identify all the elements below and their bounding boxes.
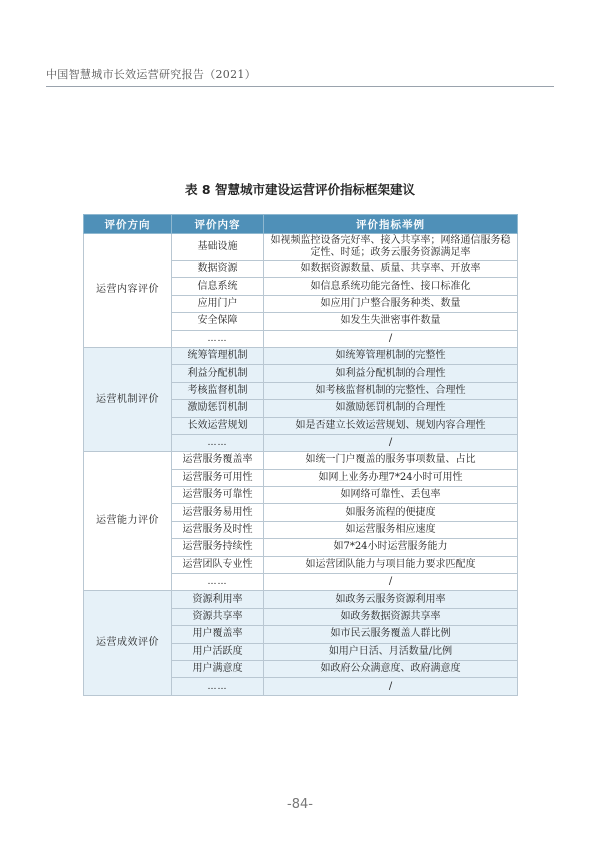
indicator-example-cell: 如用户日活、月活数量/比例 [264, 643, 518, 660]
indicator-example-cell: 如是否建立长效运营规划、规划内容合理性 [264, 417, 518, 434]
evaluation-content-cell: 基础设施 [172, 234, 264, 261]
indicator-example-cell: 如市民云服务覆盖人群比例 [264, 626, 518, 643]
table-row [84, 452, 518, 469]
table-header-row [84, 215, 518, 234]
indicator-example-cell: / [264, 434, 518, 451]
header-rule [46, 86, 554, 87]
evaluation-content-cell: 运营团队专业性 [172, 556, 264, 573]
indicator-example-cell: 如统一门户覆盖的服务事项数量、占比 [264, 452, 518, 469]
indicator-example-cell: / [264, 574, 518, 591]
page-number: -84- [287, 797, 313, 812]
table-row [84, 234, 518, 261]
evaluation-content-cell: 用户活跃度 [172, 643, 264, 660]
table-row [84, 347, 518, 364]
indicator-example-cell: 如考核监督机制的完整性、合理性 [264, 382, 518, 399]
evaluation-direction-cell: 运营成效评价 [84, 591, 172, 695]
running-header: 中国智慧城市长效运营研究报告（2021） [46, 68, 256, 81]
evaluation-content-cell: …… [172, 330, 264, 347]
evaluation-content-cell: 运营服务覆盖率 [172, 452, 264, 469]
indicator-example-cell: / [264, 678, 518, 695]
evaluation-content-cell: 用户满意度 [172, 660, 264, 677]
indicator-example-cell: 如视频监控设备完好率、接入共享率；网络通信服务稳定性、时延；政务云服务资源满足率 [264, 234, 518, 261]
evaluation-content-cell: 激励惩罚机制 [172, 400, 264, 417]
evaluation-content-cell: 应用门户 [172, 295, 264, 312]
indicator-example-cell: 如服务流程的便捷度 [264, 504, 518, 521]
evaluation-content-cell: 运营服务可用性 [172, 469, 264, 486]
indicator-example-cell: 如信息系统功能完备性、接口标准化 [264, 278, 518, 295]
evaluation-direction-cell: 运营内容评价 [84, 234, 172, 348]
evaluation-content-cell: 资源共享率 [172, 608, 264, 625]
evaluation-content-cell: 资源利用率 [172, 591, 264, 608]
indicator-example-cell: 如网上业务办理7*24小时可用性 [264, 469, 518, 486]
indicator-example-cell: 如政务数据资源共享率 [264, 608, 518, 625]
column-header-content: 评价内容 [172, 215, 264, 234]
evaluation-content-cell: …… [172, 574, 264, 591]
evaluation-content-cell: 用户覆盖率 [172, 626, 264, 643]
evaluation-content-cell: 数据资源 [172, 261, 264, 278]
indicator-example-cell: 如发生失泄密事件数量 [264, 313, 518, 330]
table-body [84, 234, 518, 696]
indicator-example-cell: 如数据资源数量、质量、共享率、开放率 [264, 261, 518, 278]
evaluation-content-cell: 运营服务可靠性 [172, 487, 264, 504]
evaluation-content-cell: 运营服务易用性 [172, 504, 264, 521]
evaluation-content-cell: 统筹管理机制 [172, 347, 264, 364]
indicator-example-cell: 如政府公众满意度、政府满意度 [264, 660, 518, 677]
table-row [84, 591, 518, 608]
column-header-example: 评价指标举例 [264, 215, 518, 234]
indicator-example-cell: 如统筹管理机制的完整性 [264, 347, 518, 364]
indicator-example-cell: 如运营服务相应速度 [264, 521, 518, 538]
evaluation-content-cell: 运营服务及时性 [172, 521, 264, 538]
indicator-example-cell: 如应用门户整合服务种类、数量 [264, 295, 518, 312]
evaluation-content-cell: 长效运营规划 [172, 417, 264, 434]
indicator-example-cell: / [264, 330, 518, 347]
evaluation-content-cell: …… [172, 678, 264, 695]
evaluation-content-cell: 运营服务持续性 [172, 539, 264, 556]
evaluation-framework-table [83, 214, 518, 696]
indicator-example-cell: 如运营团队能力与项目能力要求匹配度 [264, 556, 518, 573]
evaluation-direction-cell: 运营能力评价 [84, 452, 172, 591]
evaluation-content-cell: 安全保障 [172, 313, 264, 330]
evaluation-content-cell: 信息系统 [172, 278, 264, 295]
evaluation-content-cell: 利益分配机制 [172, 365, 264, 382]
indicator-example-cell: 如利益分配机制的合理性 [264, 365, 518, 382]
evaluation-content-cell: 考核监督机制 [172, 382, 264, 399]
indicator-example-cell: 如7*24小时运营服务能力 [264, 539, 518, 556]
evaluation-content-cell: …… [172, 434, 264, 451]
table-caption: 表 8 智慧城市建设运营评价指标框架建议 [185, 182, 415, 197]
indicator-example-cell: 如网络可靠性、丢包率 [264, 487, 518, 504]
indicator-example-cell: 如激励惩罚机制的合理性 [264, 400, 518, 417]
indicator-example-cell: 如政务云服务资源利用率 [264, 591, 518, 608]
column-header-direction: 评价方向 [84, 215, 172, 234]
evaluation-direction-cell: 运营机制评价 [84, 347, 172, 451]
